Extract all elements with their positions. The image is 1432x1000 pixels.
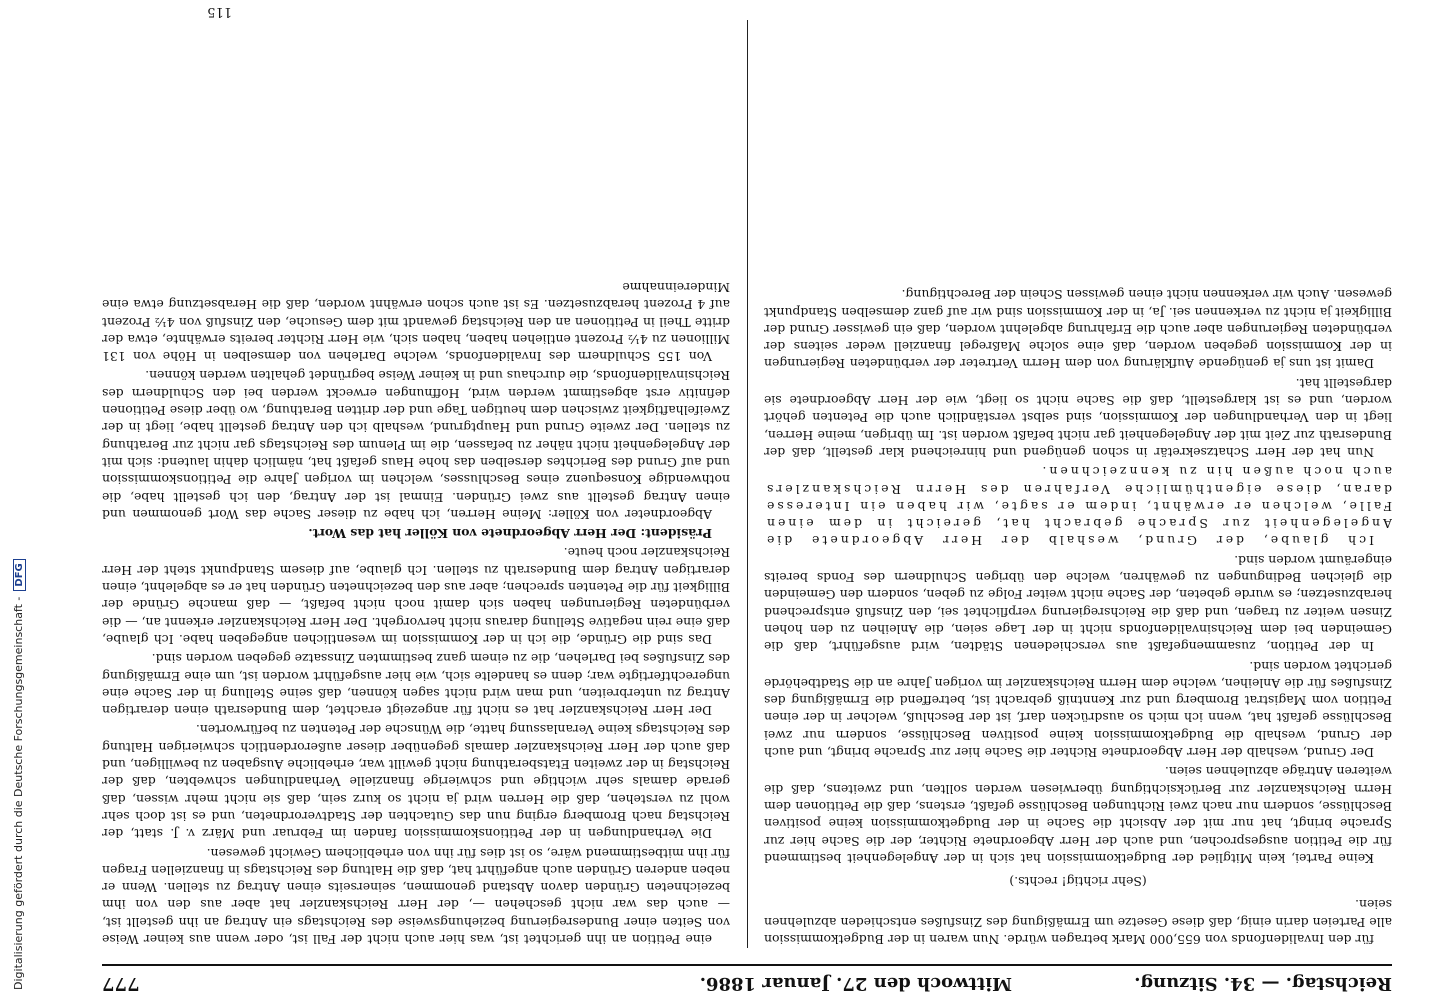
page-header [102,958,1392,1000]
header-rule [102,964,1392,966]
interjection: (Sehr richtig! rechts.) [1009,874,1147,890]
paragraph: Der Herr Reichskanzler hat es nicht für angezeigt erachtet, dem Bundesrath einen derartigen Antrag zu unterbreiten, und man wird nicht sagen können, daß seine Stellung in der Sache eine ungerechtfertigte war; denn es handelte sich, wie hier ausgeführt worden ist, um eine Ermäßigung des Zinsfußes bei Darlehen, die zu einem ganz bestimmten Zinssatze gegeben worden sind. [102,651,730,719]
left-column [764,18,1392,948]
credit-text: Digitalisierung gefördert durch die Deutsche Forschungsgemeinschaft - [12,596,25,990]
paragraph: In der Petition, zusammengefaßt aus verschiedenen Städten, wird ausgeführt, daß die Gemeinden bei dem Reichsinvalidenfonds nicht in der Lage seien, die Anleihen zu den hohen Zinsen weiter zu tragen, und daß die Reichsregierung verpflichtet sei, den Zinsfuß entsprechend herabzusetzen; es wurde gebeten, der Sache nicht weiter Folge zu geben, sondern den Gemeinden die gleichen Bedingungen zu gewähren, welche den übrigen Schuldnern des Fonds bereits eingeräumt worden sind. [764,552,1392,655]
paragraph: Die Verhandlungen in der Petitionskommission fanden im Februar und März v. J. statt, der Reichstag nach Bromberg erging nun das Gutachten der Stadtverordneten, und es ist doch sehr wohl zu verstehen, daß die Herren wird ja nicht so kurz sein, daß sie nicht mehr wissen, daß gerade damals sehr wichtige und schwierige finanzielle Verhandlungen schwebten, daß der Reichstag in der zweiten Etatsberathung nicht gewillt war, erhebliche Ausgaben zu bewilligen, und daß auch der Herr Reichskanzler damals gegenüber dieser außerordentlich schwierigen Haltung des Reichstags keine Veranlassung hatte, die Wünsche der Petenten zu befürworten. [102,722,730,842]
dfg-logo: DFG [13,559,26,590]
paragraph: Der Grund, weshalb der Herr Abgeordnete Richter die Sache hier zur Sprache bringt, und auch der Grund, weshalb die Budgetkommission keine positiven Beschlüsse, sondern nur zwei Beschlüsse gefaßt hat, wenn ich mich so ausdrücken darf, ist der Beschluß, welcher in der einen Petition vom Magistrat Bromberg und zur Kenntniß gebracht ist, betreffend die Ermäßigung des Zinsfußes für die Anleihen, welche dem Herrn Reichskanzler im vorigen Jahre an die Stadtbehörde gerichtet worden sind. [764,658,1392,761]
signature-mark: 115 [207,4,232,19]
paragraph: Das sind die Gründe, die ich in der Kommission im wesentlichen angegeben habe. Ich glaube, daß eine rein negative Stellung daraus nicht hervorgeht. Der Herr Reichskanzler erkennt an, — die verbündeten Regierungen haben sich damit noch nicht befaßt, — daß manche Gründe der Billigkeit für die Petenten sprechen; aber aus den bezeichneten Gründen hat er es abgelehnt, einen derartigen Antrag dem Bundesrath zu stellen. Ich glaube, auf diesem Standpunkt steht der Herr Reichskanzler noch heute. [102,545,730,647]
digitization-credit [12,559,26,990]
paragraph: eine Petition an ihn gerichtet ist, was hier auch nicht der Fall ist, oder wenn aus keiner Weise von Seiten einer Bundesregierung beziehungsweise des Reichstags ein Antrag an ihn gestellt ist, — auch das war nicht geschehen —, der Herr Reichskanzler hat aber aus den von ihm bezeichneten Gründen davon Abstand genommen, seinerseits einen Antrag zu stellen. Wenn er neben anderen Gründen auch angeführt hat, daß die Haltung des Reichstags in finanziellen Fragen für ihn mitbestimmend wäre, so ist dies für ihn von erheblichem Gewicht gewesen. [102,845,730,947]
paragraph: Nun hat der Herr Schatzsekretär in schon genügend und hinreichend klar gestellt, daß der Bundesrath zur Zeit mit der Angelegenheit gar nicht befaßt worden ist. Im übrigen, meine Herren, liegt in den Verhandlungen der Kommission, sind selbst verständlich auch die Petenten gehört worden, und es ist klargestellt, daß die Sache nicht so liegt, wie der Herr Abgeordnete sie dargestellt hat. [764,375,1392,460]
speaker-paragraph: Abgeordneter von Köller: Meine Herren, ich habe zu dieser Sache das Wort genommen und einen Antrag gestellt aus zwei Gründen. Einmal ist der Antrag, den ich gestellt habe, die nothwendige Konsequenz eines Beschlusses, welchen im vorigen Jahre die Petitionskommission und auf Grund des Berichtes derselben das hohe Haus gefaßt hat, nämlich dahin lautend: sich mit der Angelegenheit nicht näher zu befassen, die im Plenum des Reichstags gar nicht zur Berathung zu stellen. Der zweite Grund und Hauptgrund, weshalb ich den Antrag gestellt habe, liegt in der Zweifelhaftigkeit zwischen dem heutigen Tage und der dritten Berathung, wo über diese Petitionen definitiv erst abgestimmt werden wird, Hoffnungen erweckt werden bei den Schuldnern des Reichsinvalidenfonds, die durchaus und in keiner Weise begründet gehalten werden können. [102,368,730,522]
paragraph: Ich glaube, der Grund, weshalb der Herr Abgeordnete die Angelegenheit zur Sprache gebracht hat, gereicht in dem einen Falle, welchen er erwähnt, indem er sagte, wir haben ein Interesse daran, diese eigenthümliche Verfahren des Herrn Reichskanzlers auch noch außen hin zu kennzeichnen. [764,464,1392,549]
header-date: Mittwoch den 27. Januar 1886. [699,973,1012,994]
president-line: Präsident: Der Herr Abgeordnete von Köller hat das Wort. [308,526,712,542]
page-number: 777 [102,973,140,994]
paragraph: für den Invalidenfonds von 655,000 Mark betragen würde. Nun waren in der Budgetkommission alle Parteien darin einig, daß diese Gesetze um Ermäßigung des Zinsfußes entschieden abzulehnen seien. [764,897,1392,947]
right-column [102,18,730,948]
rotated-page [70,0,1432,1000]
paragraph: Keine Partei, kein Mitglied der Budgetkommission hat sich in der Angelegenheit bestimmend für die Petition ausgesprochen, und auch der Herr Abgeordnete Richter, der die Sache hier zur Sprache bringt, hat nur mit der Absicht die Sache in der Budgetkommission keine positiven Beschlüsse, sondern nur nach zwei Richtungen Beschlüsse gefaßt, erstens, daß die Petitionen dem Herrn Reichskanzler zur Berücksichtigung überwiesen werden sollten, und zweitens, daß die weiteren Anträge abzulehnen seien. [764,764,1392,866]
digitization-credit-strip [0,0,34,1000]
paragraph: Damit ist uns ja genügende Aufklärung von dem Herrn Vertreter der verbündeten Regierungen in der Kommission gegeben worden, daß eine solche Maßregel finanziell weder seitens der verbündeten Regierungen aber auch die Erfahrung abgelehnt worden, daß ein gewisser Grund der Billigkeit ja nicht zu verkennen sei. Ja, in der Kommission sind wir auf ganz demselben Standpunkt gewesen. Auch wir verkennen nicht einen gewissen Schein der Berechtigung. [764,287,1392,372]
paragraph: Von 155 Schuldnern des Invalidenfonds, welche Darlehen von demselben in Höhe von 131 Millionen zu 4½ Prozent entliehen haben, haben sich, wie Herr Richter bereits erwähnte, etwa der dritte Theil in Petitionen an den Reichstag gewandt mit dem Gesuche, den Zinsfuß von 4½ Prozent auf 4 Prozent herabzusetzen. Es ist auch schon erwähnt worden, daß die Herabsetzung etwa eine Mindereinnahme [102,280,730,365]
header-session: Reichstag. — 34. Sitzung. [1134,973,1392,994]
column-divider [747,20,748,948]
